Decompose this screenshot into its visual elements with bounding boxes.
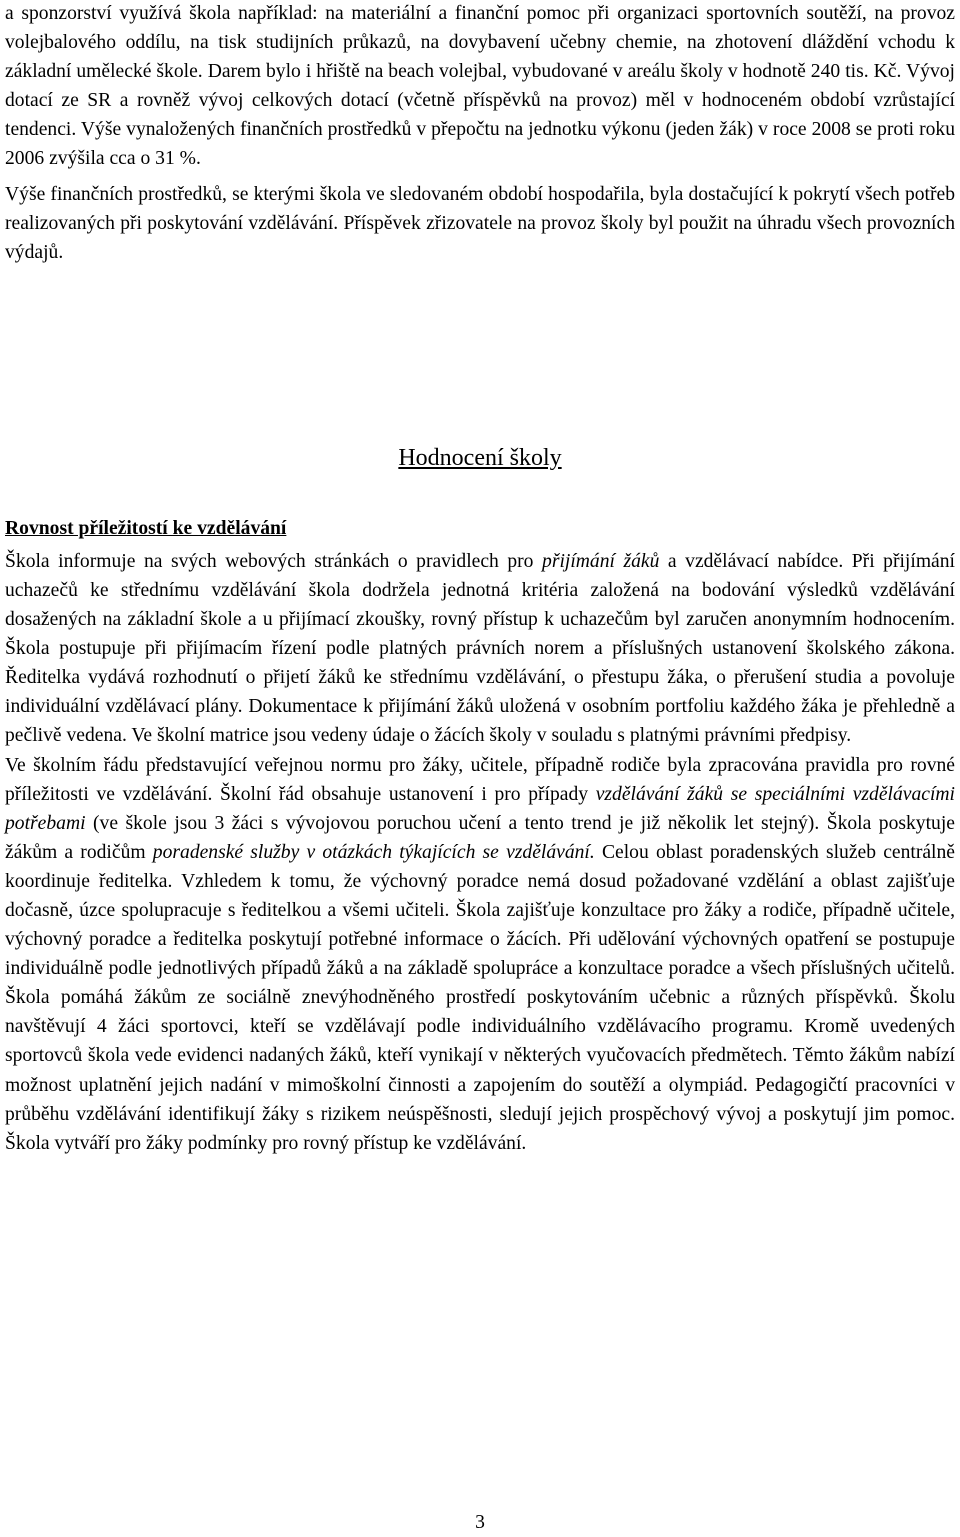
heading-school-evaluation: Hodnocení školy [398,444,562,471]
paragraph-financial-resources: Výše finančních prostředků, se kterými škola ve sledovaném období hospodařila, byla dostačující k pokrytí všech potřeb realizovaných při poskytování vzdělávání. Příspěvek zřizovatele na provoz školy byl použit na úhradu všech provozních výdajů. [5,183,955,263]
italic-run: poradenské služby v otázkách týkajících se vzdělávání. [152,841,595,863]
text-run: a vzdělávací nabídce. Při přijímání uchazečů ke střednímu vzdělávání škola dodržela jednotná kritéria založená na bodování výsledků vzdělávání dosažených na základní škole a u přijímací zkoušky, rovný přístup k uchazečům byl zaručen anonymním hodnocením. Škola postupuje při přijímacím řízení podle platných právních norem a příslušných ustanovení školského zákona. Ředitelka vydává rozhodnutí o přijetí žáků ke střednímu vzdělávání, o přestupu žáka, o přerušení studia a povoluje individuální vzdělávací plány. Dokumentace k přijímání žáků uložená v osobním portfoliu každého žáka je přehledně a pečlivě vedena. Ve školní matrice jsou vedeny údaje o žácích školy v souladu s platnými právními předpisy. [5,550,955,747]
document-page [5,0,955,1158]
page-number: 3 [475,1512,485,1533]
paragraph-school-rules [5,751,955,1158]
italic-run: přijímání žáků [542,550,660,572]
text-run: Škola informuje na svých webových stránkách o pravidlech pro [5,550,543,572]
paragraph-admissions [5,547,955,751]
text-run: Celou oblast poradenských služeb centrálně koordinuje ředitelka. Vzhledem k tomu, že výchovný poradce nemá dosud požadované vzdělání a oblast zajišťuje dočasně, úzce spolupracuje s ředitelkou a všemi učiteli. Škola zajišťuje konzultace pro žáky a rodiče, případně učitele, výchovný poradce a ředitelka poskytují potřebné informace o žácích. Při udělování výchovných opatření se postupuje individuálně podle jednotlivých případů žáků a na základě spolupráce a konzultace poradce a všech příslušných učitelů. Škola pomáhá žákům ze sociálně znevýhodněného prostředí poskytováním učebnic a různých příspěvků. Školu navštěvují 4 žáci sportovci, kteří se vzdělávají podle individuálního vzdělávacího programu. Kromě uvedených sportovců škola vede evidenci nadaných žáků, kteří vynikají v některých vyučovacích předmětech. Těmto žákům nabízí možnost uplatnění jejich nadání v mimoškolní činnosti a zapojením do soutěží a olympiád. Pedagogičtí pracovníci v průběhu vzdělávání identifikují žáky s rizikem neúspěšnosti, sledují jejich prospěchový vývoj a poskytují jim pomoc. Škola vytváří pro žáky podmínky pro rovný přístup ke vzdělávání. [5,841,955,1154]
text-run: Ve školním řádu představující veřejnou normu pro žáky, učitele, případně rodiče byla zpracována pravidla pro rovné příležitosti ve vzdělávání. Školní řád obsahuje ustanovení i pro případy [5,754,955,805]
text-run: (ve škole jsou 3 žáci s vývojovou poruchou učení a tento trend je již několik let stejný). Škola poskytuje žákům a rodičům [5,812,955,863]
heading-equal-opportunities: Rovnost příležitostí ke vzdělávání [5,517,287,539]
italic-run: vzdělávání žáků se speciálními vzdělávacími potřebami [5,783,955,834]
paragraph-funding-intro: a sponzorství využívá škola například: na materiální a finanční pomoc při organizaci sportovních soutěží, na provoz volejbalového oddílu, na tisk studijních průkazů, na dovybavení učebny chemie, na zhotovení dláždění vchodu k základní umělecké škole. Darem bylo i hřiště na beach volejbal, vybudované v areálu školy v hodnotě 240 tis. Kč. Vývoj dotací ze SR a rovněž vývoj celkových dotací (včetně příspěvků na provoz) měl v hodnoceném období vzrůstající tendenci. Výše vynaložených finančních prostředků v přepočtu na jednotku výkonu (jeden žák) v roce 2008 se proti roku 2006 zvýšila cca o 31 %. [5,3,955,170]
